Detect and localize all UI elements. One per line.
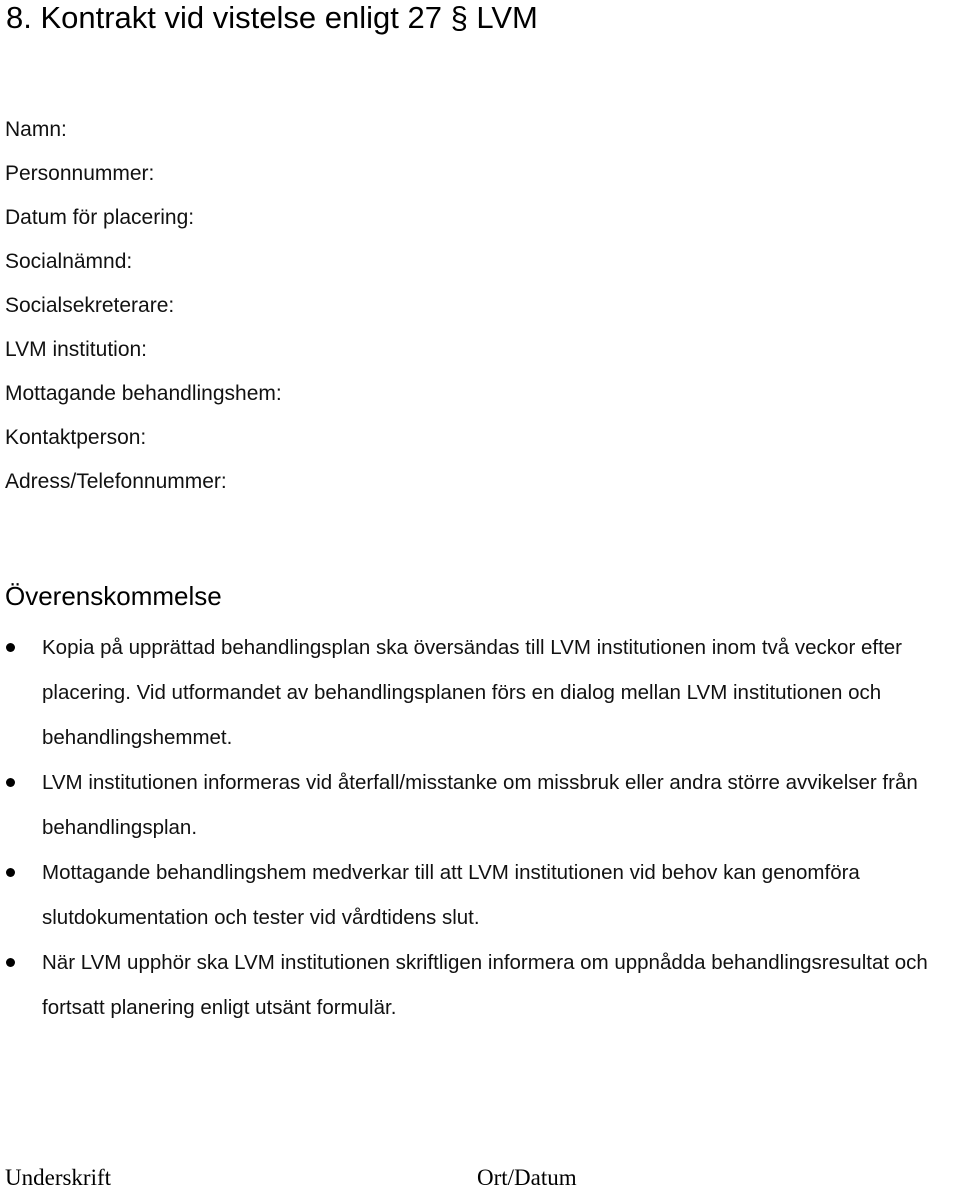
form-fields-list <box>5 113 282 509</box>
bullet-text: LVM institutionen informeras vid återfall/misstanke om missbruk eller andra större avvikelser från behandlingsplan. <box>42 771 918 839</box>
document-title: 8. Kontrakt vid vistelse enligt 27 § LVM <box>6 0 538 35</box>
bullet-text: Mottagande behandlingshem medverkar till att LVM institutionen vid behov kan genomföra slutdokumentation och tester vid vårdtidens slut. <box>42 861 860 929</box>
bullet-dot-icon <box>6 643 15 652</box>
field-label-datum-for-placering: Datum för placering: <box>5 206 195 229</box>
field-label-namn: Namn: <box>5 118 67 141</box>
field-label-lvm-institution: LVM institution: <box>5 338 148 361</box>
bullet-dot-icon <box>6 778 15 787</box>
bullet-dot-icon <box>6 868 15 877</box>
field-label-socialnamnd: Socialnämnd: <box>5 250 133 273</box>
field-label-kontaktperson: Kontaktperson: <box>5 426 147 449</box>
field-label-personnummer: Personnummer: <box>5 162 155 185</box>
agreement-bullet-list <box>0 625 955 1030</box>
bullet-text: När LVM upphör ska LVM institutionen skriftligen informera om uppnådda behandlingsresultat och fortsatt planering enligt utsänt formulär. <box>42 951 928 1019</box>
place-date-label: Ort/Datum <box>477 1165 577 1190</box>
section-heading-overenskommelse: Överenskommelse <box>5 581 222 611</box>
field-label-socialsekreterare: Socialsekreterare: <box>5 294 175 317</box>
bullet-dot-icon <box>6 958 15 967</box>
bullet-item <box>0 625 955 760</box>
signature-label: Underskrift <box>5 1165 112 1190</box>
field-label-adress-telefonnummer: Adress/Telefonnummer: <box>5 470 227 493</box>
bullet-item <box>0 850 955 940</box>
bullet-item <box>0 940 955 1030</box>
bullet-text: Kopia på upprättad behandlingsplan ska översändas till LVM institutionen inom två veckor efter placering. Vid utformandet av behandlingsplanen förs en dialog mellan LVM institutionen och behandlingshemmet. <box>42 636 902 749</box>
bullet-item <box>0 760 955 850</box>
field-label-mottagande-behandlingshem: Mottagande behandlingshem: <box>5 382 282 405</box>
